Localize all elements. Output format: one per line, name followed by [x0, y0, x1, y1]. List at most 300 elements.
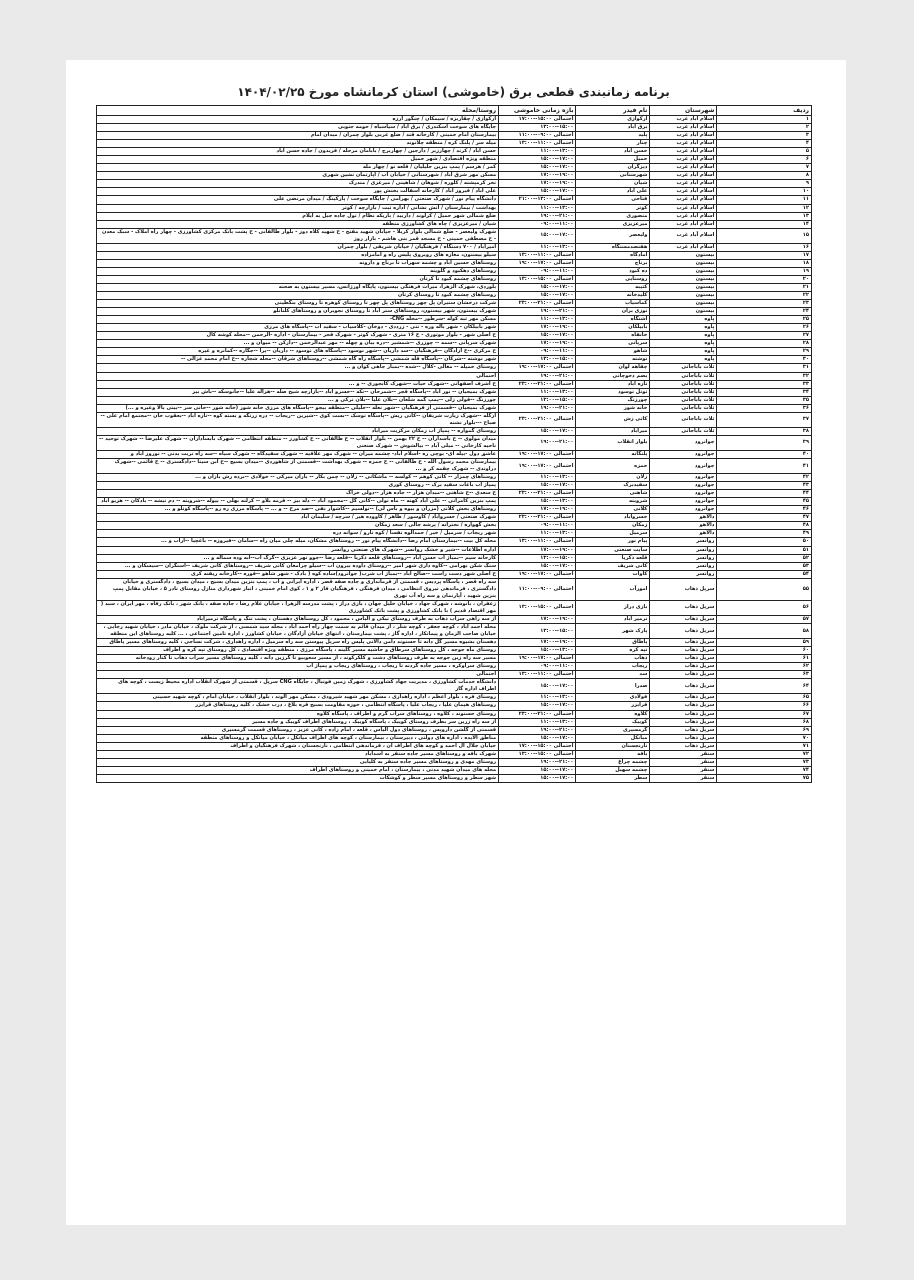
row-number-cell: ۳۷ — [717, 412, 812, 427]
row-number-cell: ۳۹ — [717, 435, 812, 450]
table-row — [97, 324, 812, 332]
feeder-cell: شروینه — [576, 498, 650, 506]
page-title: برنامه زمانبندی قطعی برق (خاموشی) استان کرمانشاه مورخ ۱۴۰۴/۰۲/۲۵ — [237, 85, 670, 99]
city-cell: دالاهو — [650, 530, 717, 538]
area-cell: شهر بابیلکان - شهر باله وره - نتی - زرددی - دوخان -کلاسیاب - سفید اب --پاسگاه های مرزی — [97, 324, 499, 332]
row-number-cell: ۷۱ — [717, 742, 812, 750]
city-cell: بیستون — [650, 275, 717, 283]
area-cell: سیلو بیستون، مغازه های روبروی پلیس راه و امامزاده — [97, 251, 499, 259]
area-cell: جایگاه های سوخت اسکندری / برق آباد / سیاسیاه / حومه جنوبی — [97, 124, 499, 132]
feeder-cell: ترمیر آباد — [576, 615, 650, 623]
table-row — [97, 340, 812, 348]
table-row — [97, 538, 812, 546]
area-cell: ارکوازی / چقاربزه / سیمکان / چنگور ارزه — [97, 116, 499, 124]
city-cell: جوانرود — [650, 450, 717, 458]
row-number-cell: ۴۳ — [717, 482, 812, 490]
city-cell: سرپل ذهاب — [650, 694, 717, 702]
area-cell: شهرک بمیجیان -- نور اباد --پاسگاه قجر --شمرخان --نکه --خسرو اباد --بازارچه شیخ صله --هزاله علیا --جانوسکه --باش بیز — [97, 388, 499, 396]
time-range-cell: احتمالی ۱۵:۰۰--۱۳:۰۰ — [499, 275, 576, 283]
feeder-cell: زمکان — [576, 522, 650, 530]
city-cell: سرپل ذهاب — [650, 600, 717, 615]
table-row — [97, 404, 812, 412]
area-cell: شهرک بمیجیان --قسمتی از فرهنگیان --شهر نعله --خلیلی --منطقه بیجو --پاسگاه های مرزی خانه شور (خانه شور --خانی سر --بینی بالا وغیره و ...) — [97, 404, 499, 412]
table-row — [97, 180, 812, 188]
area-cell: عاشق دول -بیله ای- بوچی ره -اسلام اباد- چشمه میران -- شهرک مهر علاقیه -- شهرک سفیدگاه -- شهرک سیاه --سه راه تربت بدنی -- نوروز اباد و — [97, 450, 499, 458]
table-row — [97, 639, 812, 647]
time-range-cell: ۰۹:۰۰--۱۱:۰۰ — [499, 348, 576, 356]
row-number-cell: ۴۶ — [717, 506, 812, 514]
row-number-cell: ۴ — [717, 140, 812, 148]
feeder-cell: فتاحی — [576, 196, 650, 204]
row-number-cell: ۲۳ — [717, 300, 812, 308]
row-number-cell: ۱۸ — [717, 259, 812, 267]
table-row — [97, 388, 812, 396]
time-range-cell: ۱۵:۰۰--۱۷:۰۰ — [499, 766, 576, 774]
table-row — [97, 774, 812, 782]
city-cell: ثلاث باباجانی — [650, 396, 717, 404]
area-cell: روستای خمیله -- مغالی -کلال --شده --بمبار جاهی کوان و ... — [97, 364, 499, 372]
table-row — [97, 267, 812, 275]
table-row — [97, 364, 812, 372]
time-range-cell: ۱۳:۰۰--۱۵:۰۰ — [499, 356, 576, 364]
time-range-cell: ۰۹:۰۰--۱۱:۰۰ — [499, 522, 576, 530]
area-cell: خ اشرف اصفهانی --شهرک حیات --شهرک کابجوری -- و ... — [97, 380, 499, 388]
row-number-cell: ۲ — [717, 124, 812, 132]
table-row — [97, 435, 812, 450]
time-range-cell: احتمالی ۲۱:۰۰--۲۳:۰۰ — [499, 710, 576, 718]
header-city: شهرستان — [650, 106, 717, 116]
time-range-cell: احتمالی ۰۹:۰۰--۱۱:۰۰ — [499, 132, 576, 140]
time-range-cell: ۱۵:۰۰--۱۷:۰۰ — [499, 702, 576, 710]
area-cell: بیمارستان امام خمینی / کارخانه قند / ضلع غربی بلوار چمران / میدان امام — [97, 132, 499, 140]
row-number-cell: ۳۲ — [717, 372, 812, 380]
city-cell: بیستون — [650, 251, 717, 259]
feeder-cell: کلاوه — [576, 710, 650, 718]
city-cell: سنقر — [650, 758, 717, 766]
time-range-cell: ۱۳:۰۰--۱۵:۰۰ — [499, 554, 576, 562]
time-range-cell: ۱۱:۰۰--۱۳:۰۰ — [499, 316, 576, 324]
table-row — [97, 600, 812, 615]
table-row — [97, 758, 812, 766]
table-row — [97, 243, 812, 251]
row-number-cell: ۵۹ — [717, 639, 812, 647]
feeder-cell: شاهو — [576, 348, 650, 356]
row-number-cell: ۱۰ — [717, 188, 812, 196]
time-range-cell: ۱۵:۰۰--۱۷:۰۰ — [499, 332, 576, 340]
city-cell: ثلاث باباجانی — [650, 404, 717, 412]
table-row — [97, 450, 812, 458]
area-cell: محله های میدان شهید مدنی ، بیمارستان ، امام خمینی و روستاهای اطراف — [97, 766, 499, 774]
city-cell: دالاهو — [650, 522, 717, 530]
area-cell: حسن آباد / کرند / چهارزبر / دارجین / چهاربرج / بابامان مرحله / فریدون / جاده حسن آباد — [97, 148, 499, 156]
table-row — [97, 380, 812, 388]
row-number-cell: ۵۳ — [717, 562, 812, 570]
feeder-cell: ذهاب — [576, 655, 650, 663]
time-range-cell: ۱۱:۰۰--۱۳:۰۰ — [499, 474, 576, 482]
area-cell: تخر کرمپشته / کلوره / شوهان / شاهینی / میرغزی / مندرک — [97, 180, 499, 188]
city-cell: ثلاث باباجانی — [650, 412, 717, 427]
feeder-cell: چشمه چراغ — [576, 758, 650, 766]
feeder-cell: شهرستانی — [576, 172, 650, 180]
city-cell: بیستون — [650, 308, 717, 316]
city-cell: جوانرود — [650, 435, 717, 450]
row-number-cell: ۶۴ — [717, 679, 812, 694]
area-cell: روستاهای چشمه کبود تا کرنان — [97, 275, 499, 283]
city-cell: روانسر — [650, 546, 717, 554]
area-cell: روستای فره ، بلوار اعظم ، اداره راهداری ، مسکن مهر شهید شیرودی ، مسکن مهر الوند ، بلوار انقلاب ، خیابان امام ، کوچه شهید حسینی — [97, 694, 499, 702]
city-cell: اسلام آباد غرب — [650, 220, 717, 228]
city-cell: روانسر — [650, 570, 717, 578]
row-number-cell: ۲۱ — [717, 283, 812, 291]
area-cell: خ اصلی شهر - بلوار موتوری - خ ۱۶ متری - شهرک کوثر - شهرک فجر - بیمارستان - اداره -الرحمن --محله کوشه کال — [97, 332, 499, 340]
time-range-cell: ۱۵:۰۰--۱۷:۰۰ — [499, 774, 576, 782]
feeder-cell: توتل نوسود — [576, 388, 650, 396]
city-cell: سرپل ذهاب — [650, 624, 717, 639]
time-range-cell: ۱۵:۰۰--۱۷:۰۰ — [499, 427, 576, 435]
city-cell: پاوه — [650, 348, 717, 356]
feeder-cell: میرعزیزی — [576, 220, 650, 228]
city-cell: ثلاث باباجانی — [650, 388, 717, 396]
table-row — [97, 766, 812, 774]
time-range-cell: ۱۵:۰۰--۱۷:۰۰ — [499, 228, 576, 243]
feeder-cell: تازه آباد — [576, 380, 650, 388]
row-number-cell: ۴۰ — [717, 450, 812, 458]
area-cell: امیرآباد / ۷۰۰ دستگاه / فرهنگیان / خیابان شریفی / بلوار چمران — [97, 243, 499, 251]
table-row — [97, 172, 812, 180]
table-row — [97, 655, 812, 663]
table-header-row — [97, 106, 812, 116]
time-range-cell: احتمالی ۲۱:۰۰--۲۳:۰۰ — [499, 514, 576, 522]
area-cell: علی آباد / قیروز آباد / کارخانه آسفالت بختش پور — [97, 188, 499, 196]
table-row — [97, 124, 812, 132]
area-cell: خ سعدی --خ شاهنی --میدان هزار -- جاده هزار --دولی خراگ — [97, 490, 499, 498]
row-number-cell: ۲۰ — [717, 275, 812, 283]
time-range-cell: ۱۵:۰۰--۱۷:۰۰ — [499, 734, 576, 742]
city-cell: جوانرود — [650, 490, 717, 498]
area-cell: روستاهای حسین آباد و چشمه سهراب تا برناج و دارونه — [97, 259, 499, 267]
schedule-table — [96, 105, 812, 783]
row-number-cell: ۶۲ — [717, 663, 812, 671]
table-row — [97, 283, 812, 291]
area-cell: شهرک ولیعصر - ضلع شمالی بلوار کربلا - خیابان شهید مفتح - خ شهید کلاه دوز - بلوار طالقانی - خ پشت بانک مرکزی کشاورزی - چهار راه املاک - سبک معدن - خ مصطفی خمینی - خ مسجد قمر بنی هاشم - بازار روز — [97, 228, 499, 243]
feeder-cell: برناج — [576, 259, 650, 267]
area-cell: روستاهای بخش کلانی (مزران و بیوه و باس لی) --تولسیم --کاشوار نفی --صد مرخ -- و ... -- پاسگاه مرزی ره رو --پاسگاه کوتلو و ... — [97, 506, 499, 514]
area-cell: مناطق آلایده ، اداره های دولتی ، دبیرستان ، بیمارستان ، کوچه های اطراف میانکل ، خیابان میانکل و روستاهای منطقه — [97, 734, 499, 742]
city-cell: جوانرود — [650, 474, 717, 482]
feeder-cell: نوزی بران — [576, 308, 650, 316]
feeder-cell: تپه کره — [576, 647, 650, 655]
table-row — [97, 647, 812, 655]
table-row — [97, 578, 812, 600]
area-cell: بلوردی، شهرک الزهرا، میراث فرهنگی بیستون، پایگاه اورژانس، مسیر بیستون به صحنه — [97, 283, 499, 291]
city-cell: سنقر — [650, 774, 717, 782]
feeder-cell: سفیدبرک — [576, 482, 650, 490]
table-row — [97, 490, 812, 498]
time-range-cell: احتمالی ۲۱:۰۰--۲۳:۰۰ — [499, 412, 576, 427]
time-range-cell: ۰۹:۰۰--۱۱:۰۰ — [499, 267, 576, 275]
city-cell: روانسر — [650, 554, 717, 562]
feeder-cell: سطر — [576, 774, 650, 782]
area-cell: از سه راهی سراب ذهاب به طرف روستای نیکی و الیاس ، محمود ، کل روستاهای دهستان ، پشت تنگ و پاسگاه ترمیرآباد — [97, 615, 499, 623]
city-cell: پاوه — [650, 324, 717, 332]
feeder-cell: منصوری — [576, 212, 650, 220]
area-cell: میدان مولوی -- خ باسداران -- خ ۲۲ بهمن -- بلوار انقلاب -- خ طالقانی -- خ کشاورز -- منطقه انتظامی -- شهرک بابساداران -- شهرک علیرضا -- شهرک توحید -- ناحیه کارخانی -- میلی آباد -- بیالشوش -- شهرک صنعتی — [97, 435, 499, 450]
table-row — [97, 275, 812, 283]
table-row — [97, 251, 812, 259]
table-row — [97, 132, 812, 140]
table-row — [97, 718, 812, 726]
time-range-cell: احتمالی ۱۱:۰۰--۱۳:۰۰ — [499, 671, 576, 679]
row-number-cell: ۲۲ — [717, 292, 812, 300]
city-cell: پاوه — [650, 332, 717, 340]
area-cell: پمپاژ آب باغات سفید برک -- روستای کوری — [97, 482, 499, 490]
feeder-cell: قرایزر — [576, 702, 650, 710]
row-number-cell: ۵ — [717, 148, 812, 156]
row-number-cell: ۳۸ — [717, 427, 812, 435]
feeder-cell: حمزه — [576, 459, 650, 474]
time-range-cell: ۱۷:۰۰--۱۹:۰۰ — [499, 546, 576, 554]
time-range-cell: احتمالی ۱۵:۰۰--۱۳:۰۰ — [499, 750, 576, 758]
time-range-cell: ۱۹:۰۰--۲۱:۰۰ — [499, 404, 576, 412]
row-number-cell: ۵۷ — [717, 615, 812, 623]
city-cell: اسلام آباد غرب — [650, 243, 717, 251]
row-number-cell: ۴۱ — [717, 459, 812, 474]
area-cell: احتمالی — [97, 372, 499, 380]
city-cell: اسلام آباد غرب — [650, 180, 717, 188]
feeder-cell: برق آباد — [576, 124, 650, 132]
area-cell: خ مرکزی --خ آزادگان --فرهنگیان --سد داریان --شهر نوسود --پاسگاه های نوسود -- داریان --پرا --جگاره --کمانره و غیره — [97, 348, 499, 356]
city-cell: اسلام آباد غرب — [650, 212, 717, 220]
feeder-cell: کتیبه — [576, 283, 650, 291]
feeder-cell: چقاهه لوان — [576, 364, 650, 372]
feeder-cell: کلیدخانه — [576, 292, 650, 300]
table-row — [97, 308, 812, 316]
table-row — [97, 506, 812, 514]
city-cell: اسلام آباد غرب — [650, 156, 717, 164]
city-cell: اسلام آباد غرب — [650, 204, 717, 212]
feeder-cell: بافه — [576, 750, 650, 758]
feeder-cell: پارک شهر — [576, 624, 650, 639]
city-cell: سرپل ذهاب — [650, 718, 717, 726]
row-number-cell: ۷۵ — [717, 774, 812, 782]
feeder-cell: قلعه ذکریا — [576, 554, 650, 562]
area-cell: بیمارستان محمد رسول الله - خ طالقانی -- خ حمزه -- شهرک بهداشت --قسمتی از شاهوردی --میدان بسیج --خ ابن سینا --دادگستری -- خ قائمی --شهرک دراوندی -- شهرک چقمه کر و ... — [97, 459, 499, 474]
row-number-cell: ۴۷ — [717, 514, 812, 522]
table-row — [97, 396, 812, 404]
table-row — [97, 710, 812, 718]
city-cell: جوانرود — [650, 498, 717, 506]
city-cell: بیستون — [650, 283, 717, 291]
time-range-cell: ۱۱:۰۰--۱۳:۰۰ — [499, 530, 576, 538]
area-cell: شرکت درخشان ستیران پل چهر روستاهای پل چهر تا روستای کوهره تا روستای بنگطینی — [97, 300, 499, 308]
time-range-cell: ۱۹:۰۰--۲۱:۰۰ — [499, 372, 576, 380]
table-row — [97, 498, 812, 506]
table-row — [97, 742, 812, 750]
area-cell: چورزنگ --قولی زلی --پمپ گمه شلعان --بلان علیا --بلان ترکی و ... — [97, 396, 499, 404]
row-number-cell: ۳۴ — [717, 388, 812, 396]
time-range-cell: احتمالی ۱۵:۰۰--۱۳:۰۰ — [499, 600, 576, 615]
feeder-cell: سایت صنعتی — [576, 546, 650, 554]
feeder-cell: میانکل — [576, 734, 650, 742]
row-number-cell: ۵۸ — [717, 624, 812, 639]
area-cell: منطقه ویژه اقتصادی / شهر حمیل — [97, 156, 499, 164]
city-cell: اسلام آباد غرب — [650, 196, 717, 204]
feeder-cell: آمادگاه — [576, 251, 650, 259]
time-range-cell: ۱۱:۰۰--۱۳:۰۰ — [499, 388, 576, 396]
row-number-cell: ۱۲ — [717, 204, 812, 212]
table-row — [97, 459, 812, 474]
row-number-cell: ۵۶ — [717, 600, 812, 615]
feeder-cell: گرمسیری — [576, 726, 650, 734]
table-row — [97, 332, 812, 340]
row-number-cell: ۶۱ — [717, 655, 812, 663]
city-cell: ثلاث باباجانی — [650, 364, 717, 372]
feeder-cell: سرمیل — [576, 530, 650, 538]
area-cell: روستاهای چمزار -- کانی کوهم -- کولسه -- ماشکانی -- زلان -- چمن بکار -- باران میرکی -- خولادی --برده رش بازان و ... — [97, 474, 499, 482]
city-cell: اسلام آباد غرب — [650, 228, 717, 243]
feeder-cell: چنار — [576, 140, 650, 148]
city-cell: ثلاث باباجانی — [650, 427, 717, 435]
time-range-cell: ۱۵:۰۰--۱۷:۰۰ — [499, 292, 576, 300]
feeder-cell: زلان — [576, 474, 650, 482]
table-row — [97, 292, 812, 300]
city-cell: پاوه — [650, 316, 717, 324]
area-cell: محله احمد آباد ، کوچه جعفر ، کوچه شلر ، از میدان قائم به سمت چهار راه احمد آباد ، محله سید شمسی ، از شرکت ملوک ، خیابان مادر ، خیابان شهید رجایی ، خیابان صاحب الزمان و پیمانکار ، اداره گاز ، پشت بیمارستان ، انتهای خیابان آزادگان ، خیابان کشاورز ، اداره تامین اجتماعی ، ... کلیه روستاهای این منطقه — [97, 624, 499, 639]
row-number-cell: ۳۱ — [717, 364, 812, 372]
row-number-cell: ۱۶ — [717, 243, 812, 251]
feeder-cell: نوشته — [576, 356, 650, 364]
time-range-cell: ۱۱:۰۰--۱۳:۰۰ — [499, 204, 576, 212]
row-number-cell: ۳۳ — [717, 380, 812, 388]
row-number-cell: ۶۷ — [717, 710, 812, 718]
table-row — [97, 164, 812, 172]
time-range-cell: ۱۳:۰۰--۱۵:۰۰ — [499, 396, 576, 404]
city-cell: اسلام آباد غرب — [650, 140, 717, 148]
area-cell: محله کل بیت --بیمارستان امام رضا --دانشگاه پیام نور -- روستاهای مشکان، میله چلی میان راه --سامان --فیروزه -- باغچیا --اراب و ... — [97, 538, 499, 546]
area-cell: روستای سراوکره ، مسیر جاده گردنه تا ریجاب ، روستاهای ریجاب و پمپاژ آب — [97, 663, 499, 671]
time-range-cell: ۱۵:۰۰--۱۳:۰۰ — [499, 498, 576, 506]
table-row — [97, 116, 812, 124]
area-cell: سه راه قصر ، پاسگاه پردیس ، قسمتی از فرمانداری و جاده صفه قصر ، اداره ایرانی و آب ، پمپ بنزین میدان بسیج ، میدان بسیج ، دادگستری و خیابان دادگستری ، فرماندهی نیروی انتظامی ، میدان فرهنگی ، فرهنگیان فاز ۲ و ۱ ، کوی امام خمینی ، انبار شهرداری منازل روستای نادر ۵ ، خیابان مقابل پمپ بنزین شهید ، آپارتمان و سه راه آب نهری — [97, 578, 499, 600]
time-range-cell: ۱۳:۰۰--۱۵:۰۰ — [499, 124, 576, 132]
table-row — [97, 546, 812, 554]
table-row — [97, 140, 812, 148]
city-cell: بیستون — [650, 259, 717, 267]
time-range-cell: احتمالی ۱۱:۰۰--۱۳:۰۰ — [499, 251, 576, 259]
feeder-cell: ولیعصر — [576, 228, 650, 243]
feeder-cell: روستایی — [576, 275, 650, 283]
row-number-cell: ۳ — [717, 132, 812, 140]
row-number-cell: ۴۹ — [717, 530, 812, 538]
area-cell: اداره اطلاعات --شیر و خشک روانسر --شهرک های صنعتی روانسر — [97, 546, 499, 554]
table-row — [97, 412, 812, 427]
city-cell: اسلام آباد غرب — [650, 188, 717, 196]
feeder-cell: خسروآباد — [576, 514, 650, 522]
area-cell: شهرک صنعتی / خسروآباد / کاوسور / طاهر / کاووده هیر / سرچه / سلیمان آباد — [97, 514, 499, 522]
row-number-cell: ۲۵ — [717, 316, 812, 324]
area-cell: روستای ماه جوجه ، کل روستاهای سرطاق و حاشیه مسیر گلینه ، پاسگاه مرزی ، منطقه ویژه اقتصادی ، کل روستای تپه کره و اطراف — [97, 647, 499, 655]
table-row — [97, 522, 812, 530]
row-number-cell: ۷ — [717, 164, 812, 172]
city-cell: جوانرود — [650, 506, 717, 514]
feeder-cell: کماسیاب — [576, 300, 650, 308]
area-cell: از سه راه زرین سر بطرف روستای کوییک ، پاسگاه کوییک ، روستاهای اطراف کوییک و جاده مسیر — [97, 718, 499, 726]
city-cell: اسلام آباد غرب — [650, 172, 717, 180]
time-range-cell: ۱۷:۰۰--۱۹:۰۰ — [499, 324, 576, 332]
table-row — [97, 372, 812, 380]
area-cell: روستاهای هیمان علیا ، ریجاب علیا ، پاسگاه انتظامی ، حوزه مقاومت بسیج قره بلاغ ، درب خشک ، کلیه روستاهای قرایزر — [97, 702, 499, 710]
feeder-cell: پلید — [576, 132, 650, 140]
city-cell: دالاهو — [650, 514, 717, 522]
area-cell: روستای مهدی و روستاهای مسیر جاده سنقر به کلیایی — [97, 758, 499, 766]
row-number-cell: ۲۹ — [717, 348, 812, 356]
row-number-cell: ۸ — [717, 172, 812, 180]
area-cell: کارخانه سیم --بمباژ آب حسن آباد --روستاهای قلعه ذکریا --قلعه رضا --جوو نهر عزیزی --گرگ آب--ابه وده سماله و ... — [97, 554, 499, 562]
header-area: روستا/محله — [97, 106, 499, 116]
city-cell: اسلام آباد غرب — [650, 132, 717, 140]
table-row — [97, 726, 812, 734]
area-cell: مسیر سه راه زین جوجه به طرف روستاهای دشت و کلکرکوند ، از مسیر سعوبیو تا گرزین دانه ، کلیه روستاهای مسیر سراب ذهاب تا کنار رودخانه — [97, 655, 499, 663]
table-row — [97, 514, 812, 522]
row-number-cell: ۷۰ — [717, 734, 812, 742]
time-range-cell: احتمالی ۱۷:۰۰--۱۹:۰۰ — [499, 259, 576, 267]
area-cell: شهر ریجاب / سرمیل / خیر / حمدالوه نفسا / کوه نارو / سوانه دره — [97, 530, 499, 538]
time-range-cell: ۱۵:۰۰--۱۷:۰۰ — [499, 164, 576, 172]
feeder-cell: خانه شور — [576, 404, 650, 412]
table-row — [97, 427, 812, 435]
city-cell: اسلام آباد غرب — [650, 116, 717, 124]
row-number-cell: ۱۹ — [717, 267, 812, 275]
table-row — [97, 212, 812, 220]
city-cell: سنقر — [650, 766, 717, 774]
feeder-cell: شیان — [576, 180, 650, 188]
feeder-cell: کانی شریف — [576, 562, 650, 570]
city-cell: بیستون — [650, 300, 717, 308]
row-number-cell: ۱۴ — [717, 220, 812, 228]
table-row — [97, 316, 812, 324]
table-row — [97, 554, 812, 562]
feeder-cell: سرپانی — [576, 340, 650, 348]
area-cell: روستای گمواره -- پمپاژ آب زمکان مرکزیت میرآباد — [97, 427, 499, 435]
feeder-cell: بابیلکان — [576, 324, 650, 332]
row-number-cell: ۱ — [717, 116, 812, 124]
feeder-cell: خانقاه — [576, 332, 650, 340]
feeder-cell: ریجاب — [576, 663, 650, 671]
time-range-cell: احتمالی ۰۹:۰۰--۱۱:۰۰ — [499, 578, 576, 600]
table-row — [97, 624, 812, 639]
area-cell: خ اصلی شهر دست راست --صالح اباد --بمباژ آب شرب( جوانرود)ساده کوه ( بادک - شهر شاهو --قوره --کارخانه ریفته کری — [97, 570, 499, 578]
row-number-cell: ۱۷ — [717, 251, 812, 259]
area-cell: مسکن مهر شرق آباد / شهرستانی / خیابان آب / آپارتمان نشین شهری — [97, 172, 499, 180]
row-number-cell: ۶۸ — [717, 718, 812, 726]
header-row-number: ردیف — [717, 106, 812, 116]
row-number-cell: ۷۳ — [717, 758, 812, 766]
time-range-cell: ۱۷:۰۰--۱۹:۰۰ — [499, 172, 576, 180]
city-cell: اسلام آباد غرب — [650, 124, 717, 132]
city-cell: جوانرود — [650, 482, 717, 490]
area-cell: مسکن مهر ثبه کوله -سرطور --محله CNG- — [97, 316, 499, 324]
area-cell: زعفران ، بانوشه ، شهرک جهاد ، خیابان خلیل جهان ، بازی دراز ، پشت مدرسه الزهرا ، خیابان غلام رضا ، جاده صفه ، بانک شهر ، بانک رفاه ، مهر ایران ، سبد ( مهر اقتصاد قدیم ) با بانک کشاورزی و پشت بانک کشاورزی — [97, 600, 499, 615]
feeder-cell: دیزگران — [576, 164, 650, 172]
row-number-cell: ۲۶ — [717, 324, 812, 332]
row-number-cell: ۷۲ — [717, 750, 812, 758]
area-cell: دانشگاه پیام نور / شهرک صنعتی / بهرامی / جایگاه سوخت / پارکینگ / میدان مرتضی علی — [97, 196, 499, 204]
city-cell: ثلاث باباجانی — [650, 380, 717, 388]
area-cell: شهرک سرپانی --سمه -- چوزری --شمشیر --دره بیان و چهله -- مهر عبدالرحمن --دارکن -- میوان و ... — [97, 340, 499, 348]
feeder-cell: امورآب — [576, 578, 650, 600]
row-number-cell: ۱۱ — [717, 196, 812, 204]
feeder-cell: نارنجستان — [576, 742, 650, 750]
